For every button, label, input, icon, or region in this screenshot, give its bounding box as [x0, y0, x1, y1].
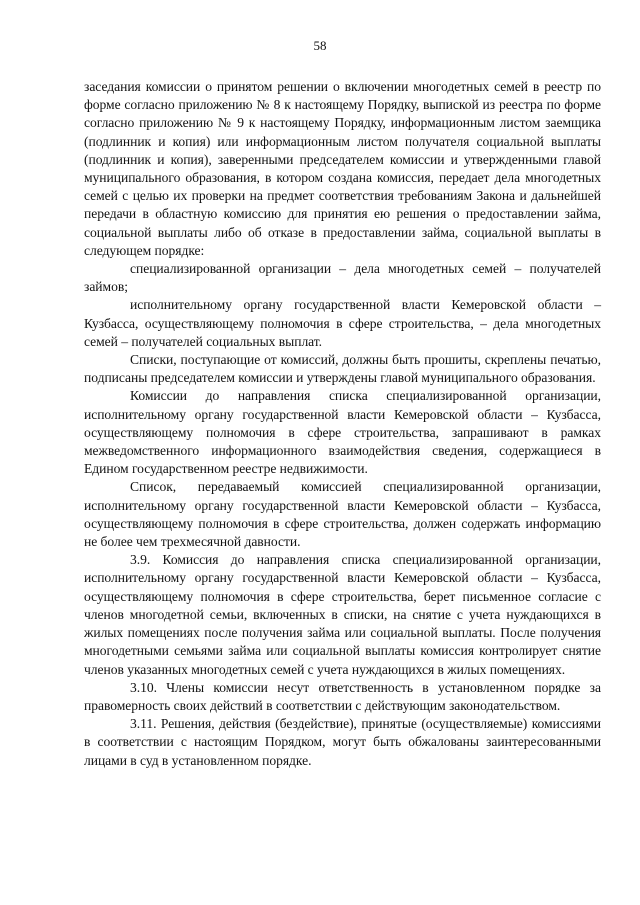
paragraph-3: исполнительному органу государственной власти Кемеровской области – Кузбасса, осуществляющему полномочия в сфере строительства, – дела многодетных семей – получателей социальных выплат.: [84, 297, 601, 349]
paragraph-7: 3.9. Комиссия до направления списка специализированной организации, исполнительному органу государственной власти Кемеровской области – Кузбасса, осуществляющему полномочия в сфере строительства, берет письменное согласие с членов многодетной семьи, включенных в списки, на снятие с учета нуждающихся в жилых помещениях после получения займа или социальной выплаты. После получения многодетными семьями займа или социальной выплаты комиссия контролирует снятие членов указанных многодетных семей с учета нуждающихся в жилых помещениях.: [84, 552, 601, 677]
paragraph-6: Список, передаваемый комиссией специализированной организации, исполнительному органу государственной власти Кемеровской области – Кузбасса, осуществляющему полномочия в сфере строительства, должен содержать информацию не более чем трехмесячной давности.: [84, 479, 601, 550]
page-number: 58: [313, 38, 327, 53]
paragraph-1: заседания комиссии о принятом решении о включении многодетных семей в реестр по форме согласно приложению № 8 к настоящему Порядку, выпиской из реестра по форме согласно приложению № 9 к настоящему Порядку, информационным листом заемщика (подлинник и копия) или информационным листом получателя социальной выплаты (подлинник и копия), заверенными председателем комиссии и утвержденными главой муниципального образования, в котором создана комиссия, передает дела многодетных семей с целью их проверки на предмет соответствия требованиям Закона и дальнейшей передачи в областную комиссию для принятия ею решения о предоставлении займа, социальной выплаты либо об отказе в предоставлении займа, социальной выплаты в следующем порядке:: [84, 79, 601, 258]
paragraph-8: 3.10. Члены комиссии несут ответственность в установленном порядке за правомерность своих действий в соответствии с действующим законодательством.: [84, 679, 601, 713]
paragraph-9: 3.11. Решения, действия (бездействие), принятые (осуществляемые) комиссиями в соответствии с настоящим Порядком, могут быть обжалованы заинтересованными лицами в суд в установленном порядке.: [84, 716, 601, 768]
paragraph-2: специализированной организации – дела многодетных семей – получателей займов;: [84, 261, 601, 295]
document-body: [84, 78, 601, 770]
paragraph-5: Комиссии до направления списка специализированной организации, исполнительному органу государственной власти Кемеровской области – Кузбасса, осуществляющему полномочия в сфере строительства, запрашивают в рамках межведомственного информационного взаимодействия сведения, содержащиеся в Едином государственном реестре недвижимости.: [84, 388, 601, 477]
paragraph-4: Списки, поступающие от комиссий, должны быть прошиты, скреплены печатью, подписаны председателем комиссии и утверждены главой муниципального образования.: [84, 352, 601, 386]
